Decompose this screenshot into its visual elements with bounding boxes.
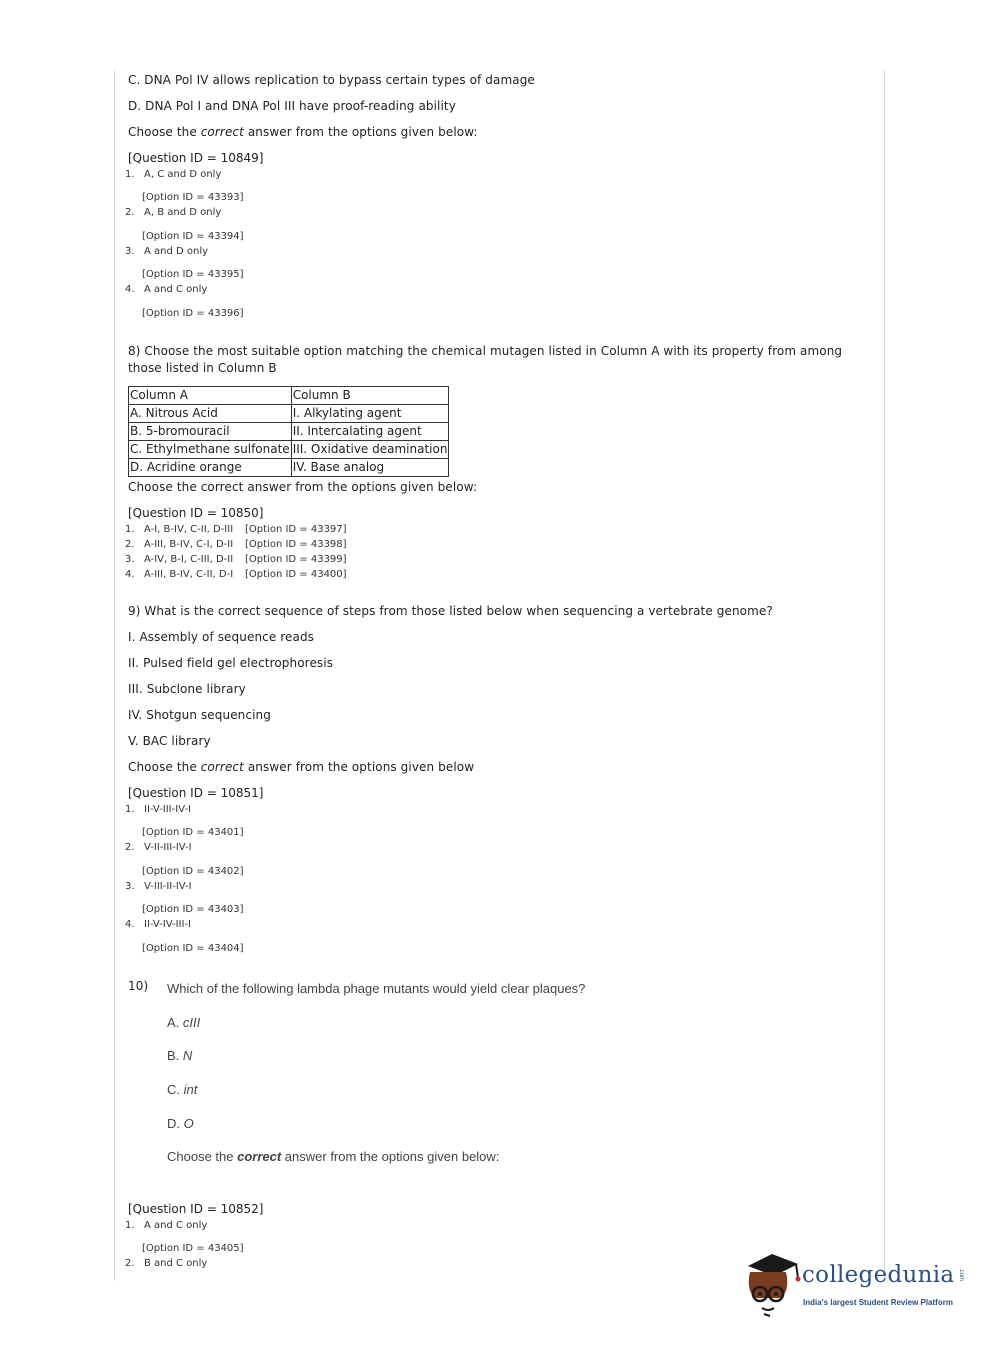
collegedunia-logo — [742, 1248, 972, 1318]
table-cell: A. Nitrous Acid — [129, 405, 292, 423]
table-cell: III. Oxidative deamination — [291, 441, 449, 459]
table-cell: Column A — [129, 387, 292, 405]
q10-item-a: A. cIII — [167, 1015, 201, 1030]
q7-instruction: Choose the correct answer from the options given below: — [128, 125, 478, 139]
q8-option-3-text[interactable]: A-IV, B-I, C-III, D-II — [144, 554, 234, 565]
q7-option-2-number: 2. — [125, 207, 135, 218]
q9-option-2-number: 2. — [125, 842, 135, 853]
table-cell: C. Ethylmethane sulfonate — [129, 441, 292, 459]
q7-option-4-number: 4. — [125, 284, 135, 295]
q8-option-1-text[interactable]: A-I, B-IV, C-II, D-III — [144, 524, 234, 535]
q10-option-1-id: [Option ID = 43405] — [142, 1243, 244, 1254]
q8-option-2-number: 2. — [125, 539, 135, 550]
table-row — [129, 387, 449, 405]
mascot-icon — [742, 1248, 804, 1318]
q9-option-4-number: 4. — [125, 919, 135, 930]
q7-option-1-text[interactable]: A, C and D only — [144, 169, 222, 180]
logo-domain: .com — [958, 1268, 964, 1282]
q9-step-2: II. Pulsed field gel electrophoresis — [128, 656, 334, 670]
q9-question-text: 9) What is the correct sequence of steps from those listed below when sequencing a vertebrate genome? — [128, 604, 773, 618]
q10-item-b: B. N — [167, 1048, 193, 1063]
q7-option-1-id: [Option ID = 43393] — [142, 192, 244, 203]
q8-option-3-id: [Option ID = 43399] — [245, 554, 347, 565]
q9-step-1: I. Assembly of sequence reads — [128, 630, 315, 644]
logo-tagline: India's largest Student Review Platform — [803, 1298, 953, 1307]
q8-question-id: [Question ID = 10850] — [128, 506, 264, 520]
table-row — [129, 459, 449, 477]
q8-option-4-id: [Option ID = 43400] — [245, 569, 347, 580]
q9-option-3-id: [Option ID = 43403] — [142, 904, 244, 915]
q9-option-1-number: 1. — [125, 804, 135, 815]
table-cell: I. Alkylating agent — [291, 405, 449, 423]
q7-statement-c: C. DNA Pol IV allows replication to bypass certain types of damage — [128, 73, 535, 87]
q8-option-1-number: 1. — [125, 524, 135, 535]
q9-instruction: Choose the correct answer from the options given below — [128, 760, 475, 774]
q8-instruction: Choose the correct answer from the options given below: — [128, 480, 478, 494]
q8-option-2-id: [Option ID = 43398] — [245, 539, 347, 550]
q8-match-table — [128, 386, 449, 477]
q9-option-2-id: [Option ID = 43402] — [142, 866, 244, 877]
q10-instruction: Choose the correct answer from the options given below: — [167, 1149, 500, 1164]
q9-option-3-number: 3. — [125, 881, 135, 892]
q8-option-2-text[interactable]: A-III, B-IV, C-I, D-II — [144, 539, 234, 550]
q9-question-id: [Question ID = 10851] — [128, 786, 264, 800]
q9-step-3: III. Subclone library — [128, 682, 246, 696]
page-right-border — [884, 70, 885, 1281]
q10-number: 10) — [128, 979, 149, 993]
q10-item-c: C. int — [167, 1082, 198, 1097]
q9-step-5: V. BAC library — [128, 734, 211, 748]
q7-option-1-number: 1. — [125, 169, 135, 180]
table-cell: Column B — [291, 387, 449, 405]
q9-option-2-text[interactable]: V-II-III-IV-I — [144, 842, 192, 853]
q10-option-2-number: 2. — [125, 1258, 135, 1269]
q7-option-3-number: 3. — [125, 246, 135, 257]
q8-option-3-number: 3. — [125, 554, 135, 565]
q7-option-4-text[interactable]: A and C only — [144, 284, 208, 295]
q7-question-id: [Question ID = 10849] — [128, 151, 264, 165]
q10-option-2-text[interactable]: B and C only — [144, 1258, 208, 1269]
q7-option-2-id: [Option ID = 43394] — [142, 231, 244, 242]
q9-option-3-text[interactable]: V-III-II-IV-I — [144, 881, 192, 892]
q10-item-d: D. O — [167, 1116, 194, 1131]
q10-option-1-number: 1. — [125, 1220, 135, 1231]
q7-option-3-id: [Option ID = 43395] — [142, 269, 244, 280]
q8-option-4-number: 4. — [125, 569, 135, 580]
q7-option-4-id: [Option ID = 43396] — [142, 308, 244, 319]
table-cell: IV. Base analog — [291, 459, 449, 477]
q7-option-3-text[interactable]: A and D only — [144, 246, 209, 257]
table-row — [129, 405, 449, 423]
page-left-border — [114, 70, 115, 1281]
q8-option-4-text[interactable]: A-III, B-IV, C-II, D-I — [144, 569, 234, 580]
q9-option-1-text[interactable]: II-V-III-IV-I — [144, 804, 192, 815]
q10-question-text: Which of the following lambda phage mutants would yield clear plaques? — [167, 981, 586, 996]
q10-question-id: [Question ID = 10852] — [128, 1202, 264, 1216]
table-cell: II. Intercalating agent — [291, 423, 449, 441]
q9-option-1-id: [Option ID = 43401] — [142, 827, 244, 838]
table-row — [129, 441, 449, 459]
q8-option-1-id: [Option ID = 43397] — [245, 524, 347, 535]
table-cell: D. Acridine orange — [129, 459, 292, 477]
table-cell: B. 5-bromouracil — [129, 423, 292, 441]
q10-option-1-text[interactable]: A and C only — [144, 1220, 208, 1231]
logo-wordmark: collegedunia — [802, 1262, 955, 1288]
q9-step-4: IV. Shotgun sequencing — [128, 708, 271, 722]
q8-question-text: 8) Choose the most suitable option matching the chemical mutagen listed in Column A with its property from among those listed in Column B — [128, 344, 843, 375]
table-row — [129, 423, 449, 441]
q9-option-4-id: [Option ID = 43404] — [142, 943, 244, 954]
q7-statement-d: D. DNA Pol I and DNA Pol III have proof-reading ability — [128, 99, 456, 113]
q9-option-4-text[interactable]: II-V-IV-III-I — [144, 919, 192, 930]
q7-option-2-text[interactable]: A, B and D only — [144, 207, 222, 218]
